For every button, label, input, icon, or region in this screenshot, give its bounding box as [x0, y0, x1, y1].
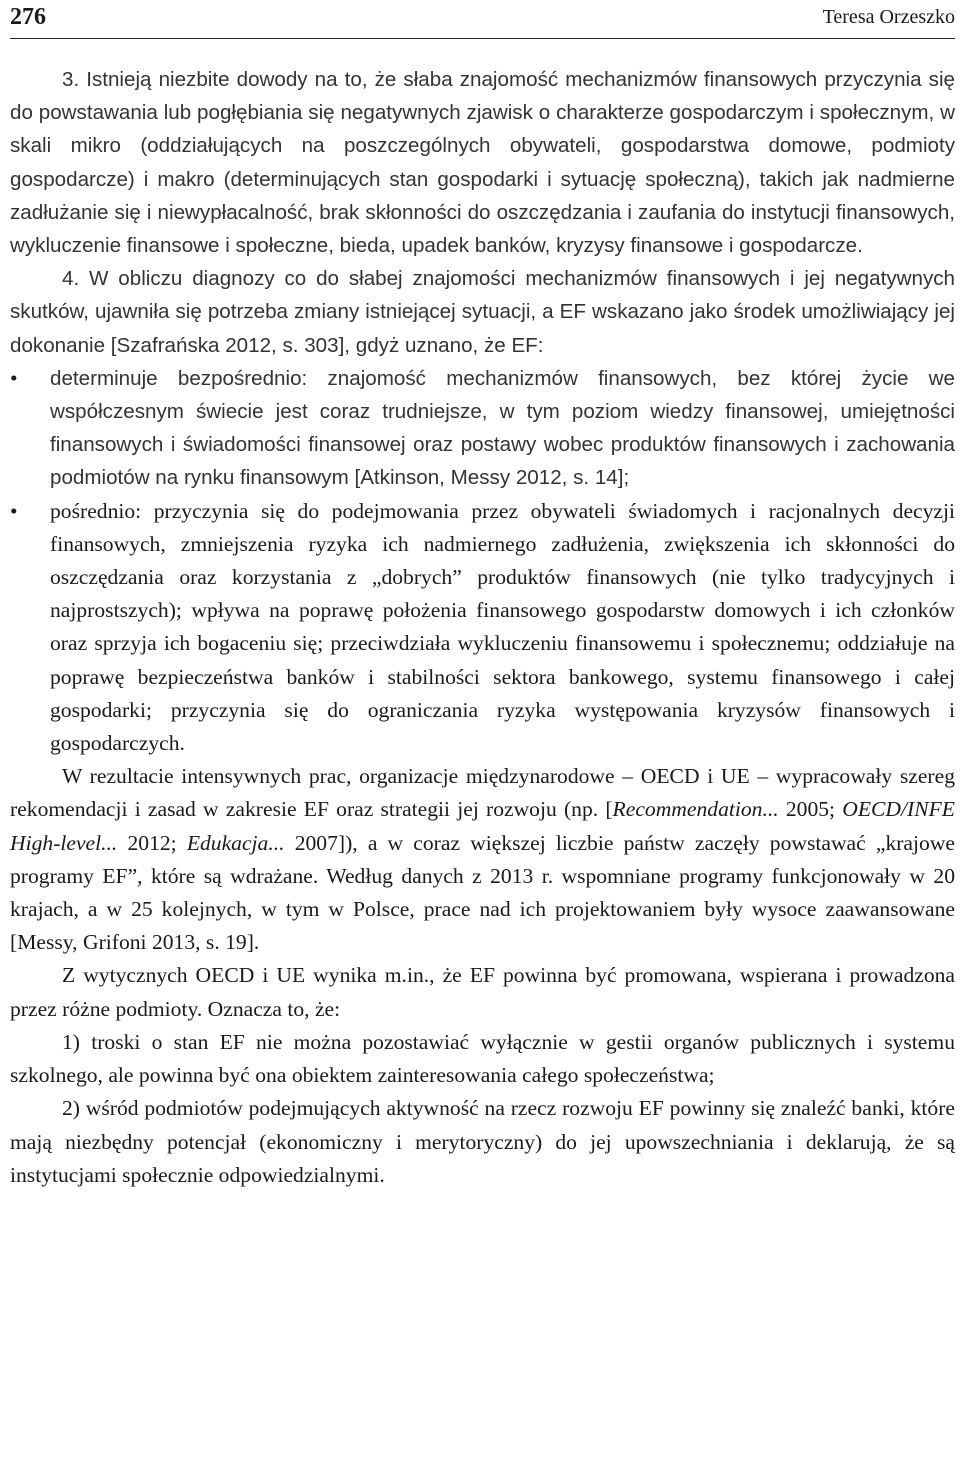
paragraph-8: 2) wśród podmiotów podejmujących aktywność na rzecz rozwoju EF powinny się znaleźć banki, które mają niezbędny potencjał (ekonomiczny i merytoryczny) do jej upowszechniania i deklarują, że są instytucjami społecznie odpowiedzialnymi.	[10, 1096, 955, 1187]
paragraph-5-part1: W rezultacie intensywnych prac, organizacje międzynarodowe – OECD i UE – wypracowały szereg rekomendacji i zasad w zakresie EF oraz strategii jej rozwoju (np. [	[10, 764, 955, 822]
paragraph-5-part3: 2012;	[117, 830, 187, 855]
citation-edukacja: Edukacja...	[186, 830, 285, 855]
bullet-text-1: determinuje bezpośrednio: znajomość mechanizmów finansowych, bez której życie we współczesnym świecie jest coraz trudniejsze, w tym poziom wiedzy finansowej, umiejętności finansowych i świadomości finansowej oraz postawy wobec produktów finansowych i zachowania podmiotów na rynku finansowym [Atkinson, Messy 2012, s. 14];	[50, 366, 955, 490]
page-header	[10, 0, 955, 39]
page-number: 276	[10, 4, 46, 30]
paragraph-4: 4. W obliczu diagnozy co do słabej znajomości mechanizmów finansowych i jej negatywnych skutków, ujawniła się potrzeba zmiany istniejącej sytuacji, a EF wskazano jako środek umożliwiający jej dokonanie [Szafrańska 2012, s. 303], gdyż uznano, że EF:	[10, 267, 955, 357]
paragraph-3: 3. Istnieją niezbite dowody na to, że słaba znajomość mechanizmów finansowych przyczynia się do powstawania lub pogłębiania się negatywnych zjawisk o charakterze gospodarczym i społecznym, w skali mikro (oddziałujących na poszczególnych obywateli, gospodarstwa domowe, podmioty gospodarcze) i makro (determinujących stan gospodarki i sytuację społeczną), takich jak nadmierne zadłużanie się i niewypłacalność, brak skłonności do oszczędzania i zaufania do instytucji finansowych, wykluczenie finansowe i społeczne, bieda, upadek banków, kryzysy finansowe i gospodarcze.	[10, 68, 955, 258]
bullet-mark: •	[10, 365, 18, 390]
citation-oecd-infe: OECD/INFE High-level...	[10, 797, 955, 855]
running-head-author: Teresa Orzeszko	[822, 6, 955, 28]
paragraph-7: 1) troski o stan EF nie można pozostawiać wyłącznie w gestii organów publicznych i systemu szkolnego, ale powinna być ona obiektem zainteresowania całego społeczeństwa;	[10, 1029, 955, 1088]
citation-recommendation: Recommendation...	[612, 797, 779, 822]
paragraph-5-part2: 2005;	[778, 797, 843, 822]
paragraph-6: Z wytycznych OECD i UE wynika m.in., że EF powinna być promowana, wspierana i prowadzona przez różne podmioty. Oznacza to, że:	[10, 963, 955, 1021]
paragraph-5	[10, 760, 955, 959]
bullet-text-2: pośrednio: przyczynia się do podejmowania przez obywateli świadomych i racjonalnych decyzji finansowych, zmniejszenia ryzyka ich nadmiernego zadłużenia, zwiększenia ich skłonności do oszczędzania oraz korzystania z „dobrych” produktów finansowych (nie tylko tradycyjnych i najprostszych); wpływa na poprawę położenia finansowego gospodarstw domowych i ich członków oraz sprzyja ich bogaceniu się; przeciwdziała wykluczeniu finansowemu i społecznemu; oddziałuje na poprawę bezpieczeństwa banków i stabilności sektora bankowego, systemu finansowego i całej gospodarki; przyczynia się do ograniczania ryzyka występowania kryzysów finansowych i gospodarczych.	[50, 498, 955, 756]
list-item	[10, 495, 955, 761]
list-item	[10, 362, 955, 495]
bullet-list	[10, 362, 955, 760]
document-page	[10, 0, 955, 1192]
body-text	[10, 63, 955, 1192]
paragraph-5-part4: 2007]), a w coraz większej liczbie państw zaczęły powstawać „krajowe programy EF”, które są wdrażane. Według danych z 2013 r. wspomniane programy funkcjonowały w 20 krajach, a w 25 kolejnych, w tym w Polsce, prace nad ich projektowaniem były wysoce zaawansowane [Messy, Grifoni 2013, s. 19].	[10, 830, 955, 955]
bullet-mark: •	[10, 498, 18, 523]
